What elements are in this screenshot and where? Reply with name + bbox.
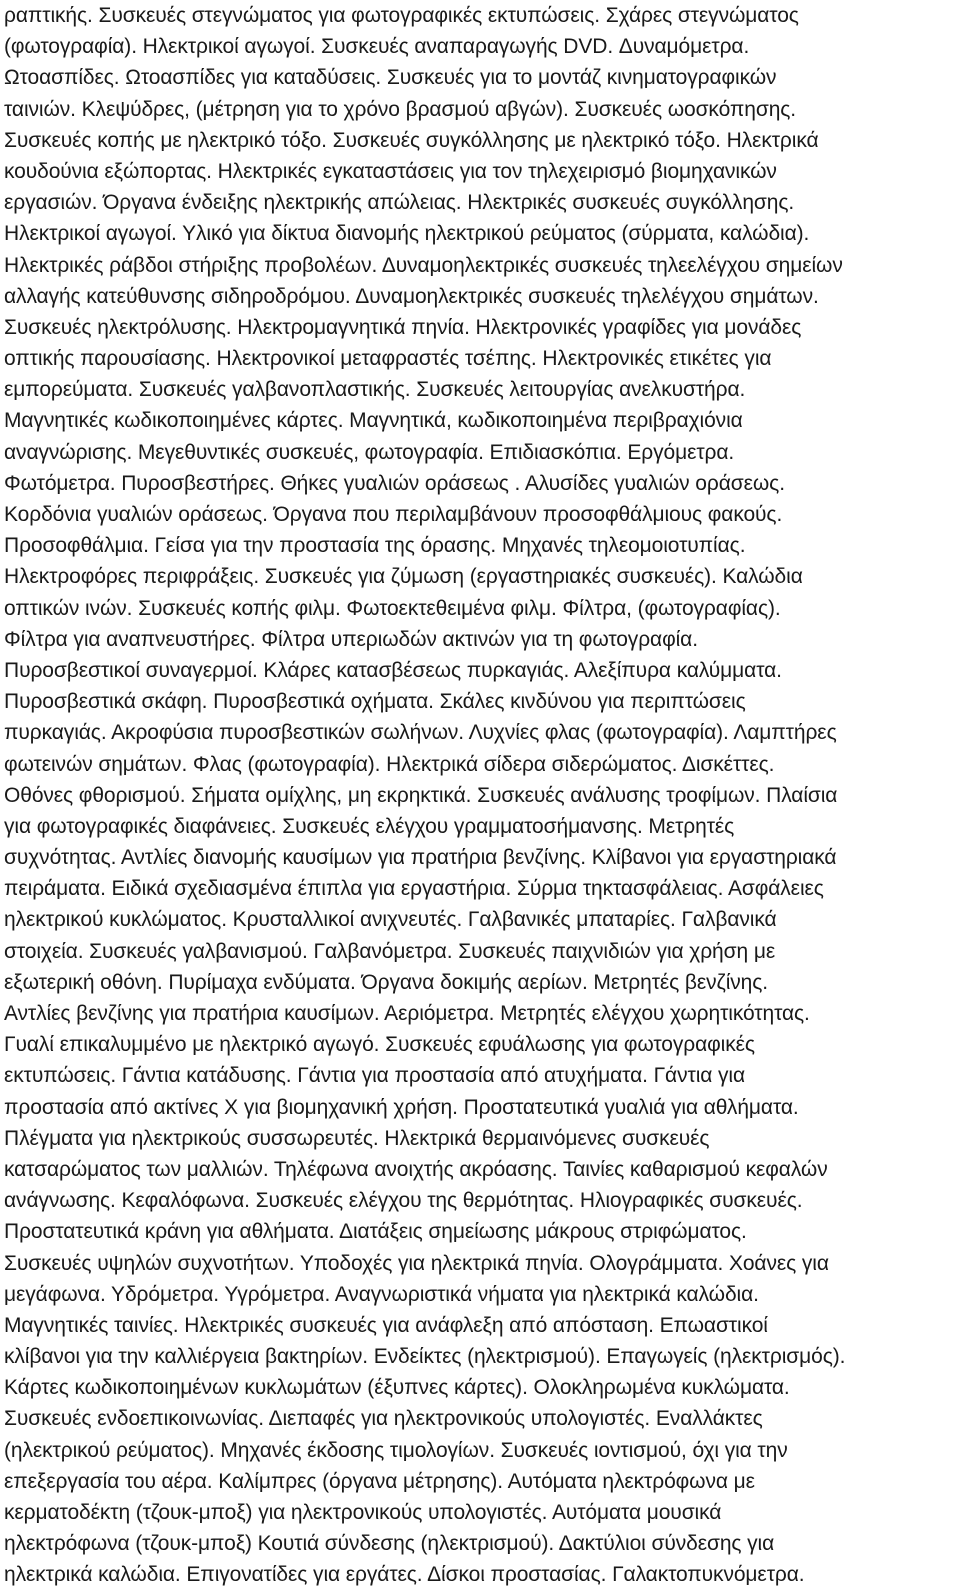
text-line: οπτικών ινών. Συσκευές κοπής φιλμ. Φωτοεκτεθειμένα φιλμ. Φίλτρα, (φωτογραφίας). bbox=[4, 596, 781, 620]
text-line: κλίβανοι για την καλλιέργεια βακτηρίων. Ενδείκτες (ηλεκτρισμού). Επαγωγείς (ηλεκτρισμός). bbox=[4, 1345, 846, 1369]
text-line: κουδούνια εξώπορτας. Ηλεκτρικές εγκαταστάσεις για τον τηλεχειρισμό βιομηχανικών bbox=[4, 159, 777, 183]
text-line: στοιχεία. Συσκευές γαλβανισμού. Γαλβανόμετρα. Συσκευές παιχνιδιών για χρήση με bbox=[4, 939, 776, 963]
text-line: (φωτογραφία). Ηλεκτρικοί αγωγοί. Συσκευές αναπαραγωγής DVD. Δυναμόμετρα. bbox=[4, 35, 750, 59]
text-line: εκτυπώσεις. Γάντια κατάδυσης. Γάντια για προστασία από ατυχήματα. Γάντια για bbox=[4, 1064, 746, 1088]
text-line: Ηλεκτρικές ράβδοι στήριξης προβολέων. Δυναμοηλεκτρικές συσκευές τηλεελέγχου σημείων bbox=[4, 253, 843, 277]
text-line: Συσκευές ενδοεπικοινωνίας. Διεπαφές για ηλεκτρονικούς υπολογιστές. Εναλλάκτες bbox=[4, 1407, 763, 1431]
text-line: κερματοδέκτη (τζουκ-μποξ) για ηλεκτρονικούς υπολογιστές. Αυτόματα μουσικά bbox=[4, 1501, 722, 1524]
text-line: Συσκευές κοπής με ηλεκτρικό τόξο. Συσκευές συγκόλλησης με ηλεκτρικό τόξο. Ηλεκτρικά bbox=[4, 128, 819, 152]
text-line: Γυαλί επικαλυμμένο με ηλεκτρικό αγωγό. Συσκευές εφυάλωσης για φωτογραφικές bbox=[4, 1033, 755, 1057]
text-line: Προστατευτικά κράνη για αθλήματα. Διατάξεις σημείωσης μάκρους στριφώματος. bbox=[4, 1220, 747, 1244]
text-line: (ηλεκτρικού ρεύματος). Μηχανές έκδοσης τιμολογίων. Συσκευές ιοντισμού, όχι για την bbox=[4, 1438, 788, 1462]
text-line: Μαγνητικές ταινίες. Ηλεκτρικές συσκευές για ανάφλεξη από απόσταση. Επωαστικοί bbox=[4, 1313, 768, 1337]
text-line: μεγάφωνα. Υδρόμετρα. Υγρόμετρα. Αναγνωριστικά νήματα για ηλεκτρικά καλώδια. bbox=[4, 1282, 759, 1306]
text-line: Ωτοασπίδες. Ωτοασπίδες για καταδύσεις. Συσκευές για το μοντάζ κινηματογραφικών bbox=[4, 66, 777, 90]
document-body bbox=[4, 0, 954, 1591]
text-line: Πλέγματα για ηλεκτρικούς συσσωρευτές. Ηλεκτρικά θερμαινόμενες συσκευές bbox=[4, 1126, 710, 1150]
text-line: Αντλίες βενζίνης για πρατήρια καυσίμων. Αεριόμετρα. Μετρητές ελέγχου χωρητικότητας. bbox=[4, 1002, 810, 1025]
text-line: ηλεκτρικού κυκλώματος. Κρυσταλλικοί ανιχνευτές. Γαλβανικές μπαταρίες. Γαλβανικά bbox=[4, 908, 777, 932]
text-line: εμπορεύματα. Συσκευές γαλβανοπλαστικής. Συσκευές λειτουργίας ανελκυστήρα. bbox=[4, 378, 746, 402]
text-line: φωτεινών σημάτων. Φλας (φωτογραφία). Ηλεκτρικά σίδερα σιδερώματος. Δισκέττες. bbox=[4, 752, 775, 776]
text-line: Ηλεκτροφόρες περιφράξεις. Συσκευές για ζύμωση (εργαστηριακές συσκευές). Καλώδια bbox=[4, 565, 803, 589]
text-line: πειράματα. Ειδικά σχεδιασμένα έπιπλα για εργαστήρια. Σύρμα τηκτασφάλειας. Ασφάλειες bbox=[4, 877, 824, 901]
text-line: για φωτογραφικές διαφάνειες. Συσκευές ελέγχου γραμματοσήμανσης. Μετρητές bbox=[4, 814, 735, 838]
text-line: οπτικής παρουσίασης. Ηλεκτρονικοί μεταφραστές τσέπης. Ηλεκτρονικές ετικέτες για bbox=[4, 347, 772, 371]
text-line: αλλαγής κατεύθυνσης σιδηροδρόμου. Δυναμοηλεκτρικές συσκευές τηλελέγχου σημάτων. bbox=[4, 284, 819, 308]
text-line: Προσοφθάλμια. Γείσα για την προστασία της όρασης. Μηχανές τηλεομοιοτυπίας. bbox=[4, 534, 746, 558]
text-line: Συσκευές υψηλών συχνοτήτων. Υποδοχές για ηλεκτρικά πηνία. Ολογράμματα. Χοάνες για bbox=[4, 1251, 829, 1275]
text-line: Συσκευές ηλεκτρόλυσης. Ηλεκτρομαγνητικά πηνία. Ηλεκτρονικές γραφίδες για μονάδες bbox=[4, 315, 802, 339]
text-line: Πυροσβεστικά σκάφη. Πυροσβεστικά οχήματα. Σκάλες κινδύνου για περιπτώσεις bbox=[4, 690, 746, 714]
text-line: συχνότητας. Αντλίες διανομής καυσίμων για πρατήρια βενζίνης. Κλίβανοι για εργαστηριακά bbox=[4, 846, 837, 870]
text-line: Κορδόνια γυαλιών οράσεως. Όργανα που περιλαμβάνουν προσοφθάλμιους φακούς. bbox=[4, 503, 783, 526]
text-line: Μαγνητικές κωδικοποιημένες κάρτες. Μαγνητικά, κωδικοποιημένα περιβραχιόνια bbox=[4, 409, 743, 433]
text-line: Κάρτες κωδικοποιημένων κυκλωμάτων (έξυπνες κάρτες). Ολοκληρωμένα κυκλώματα. bbox=[4, 1376, 790, 1400]
text-line: Πυροσβεστικοί συναγερμοί. Κλάρες κατασβέσεως πυρκαγιάς. Αλεξίπυρα καλύμματα. bbox=[4, 658, 782, 682]
text-line: Οθόνες φθορισμού. Σήματα ομίχλης, μη εκρηκτικά. Συσκευές ανάλυσης τροφίμων. Πλαίσια bbox=[4, 783, 838, 807]
text-line: ηλεκτρικά καλώδια. Επιγονατίδες για εργάτες. Δίσκοι προστασίας. Γαλακτοπυκνόμετρα. bbox=[4, 1563, 805, 1587]
text-line: Φωτόμετρα. Πυροσβεστήρες. Θήκες γυαλιών οράσεως . Αλυσίδες γυαλιών οράσεως. bbox=[4, 471, 785, 495]
text-line: αναγνώρισης. Μεγεθυντικές συσκευές, φωτογραφία. Επιδιασκόπια. Εργόμετρα. bbox=[4, 440, 735, 464]
text-line: Ηλεκτρικοί αγωγοί. Υλικό για δίκτυα διανομής ηλεκτρικού ρεύματος (σύρματα, καλώδια). bbox=[4, 222, 810, 246]
text-line: εργασιών. Όργανα ένδειξης ηλεκτρικής απώλειας. Ηλεκτρικές συσκευές συγκόλλησης. bbox=[4, 191, 795, 215]
text-line: εξωτερική οθόνη. Πυρίμαχα ενδύματα. Όργανα δοκιμής αερίων. Μετρητές βενζίνης. bbox=[4, 970, 769, 994]
text-line: ταινιών. Κλεψύδρες, (μέτρηση για το χρόνο βρασμού αβγών). Συσκευές ωοσκόπησης. bbox=[4, 97, 797, 121]
text-line: ηλεκτρόφωνα (τζουκ-μποξ) Κουτιά σύνδεσης (ηλεκτρισμού). Δακτύλιοι σύνδεσης για bbox=[4, 1532, 775, 1556]
text-line: ραπτικής. Συσκευές στεγνώματος για φωτογραφικές εκτυπώσεις. Σχάρες στεγνώματος bbox=[4, 4, 799, 27]
text-line: επεξεργασία του αέρα. Καλίμπρες (όργανα μέτρησης). Αυτόματα ηλεκτρόφωνα με bbox=[4, 1469, 755, 1493]
text-line: κατσαρώματος των μαλλιών. Τηλέφωνα ανοιχτής ακρόασης. Ταινίες καθαρισμού κεφαλών bbox=[4, 1157, 828, 1181]
text-line: ανάγνωσης. Κεφαλόφωνα. Συσκευές ελέγχου της θερμότητας. Ηλιογραφικές συσκευές. bbox=[4, 1189, 803, 1213]
text-line: πυρκαγιάς. Ακροφύσια πυροσβεστικών σωλήνων. Λυχνίες φλας (φωτογραφία). Λαμπτήρες bbox=[4, 721, 837, 745]
text-line: προστασία από ακτίνες Χ για βιομηχανική χρήση. Προστατευτικά γυαλιά για αθλήματα. bbox=[4, 1095, 799, 1119]
text-line: Φίλτρα για αναπνευστήρες. Φίλτρα υπεριωδών ακτινών για τη φωτογραφία. bbox=[4, 627, 698, 651]
